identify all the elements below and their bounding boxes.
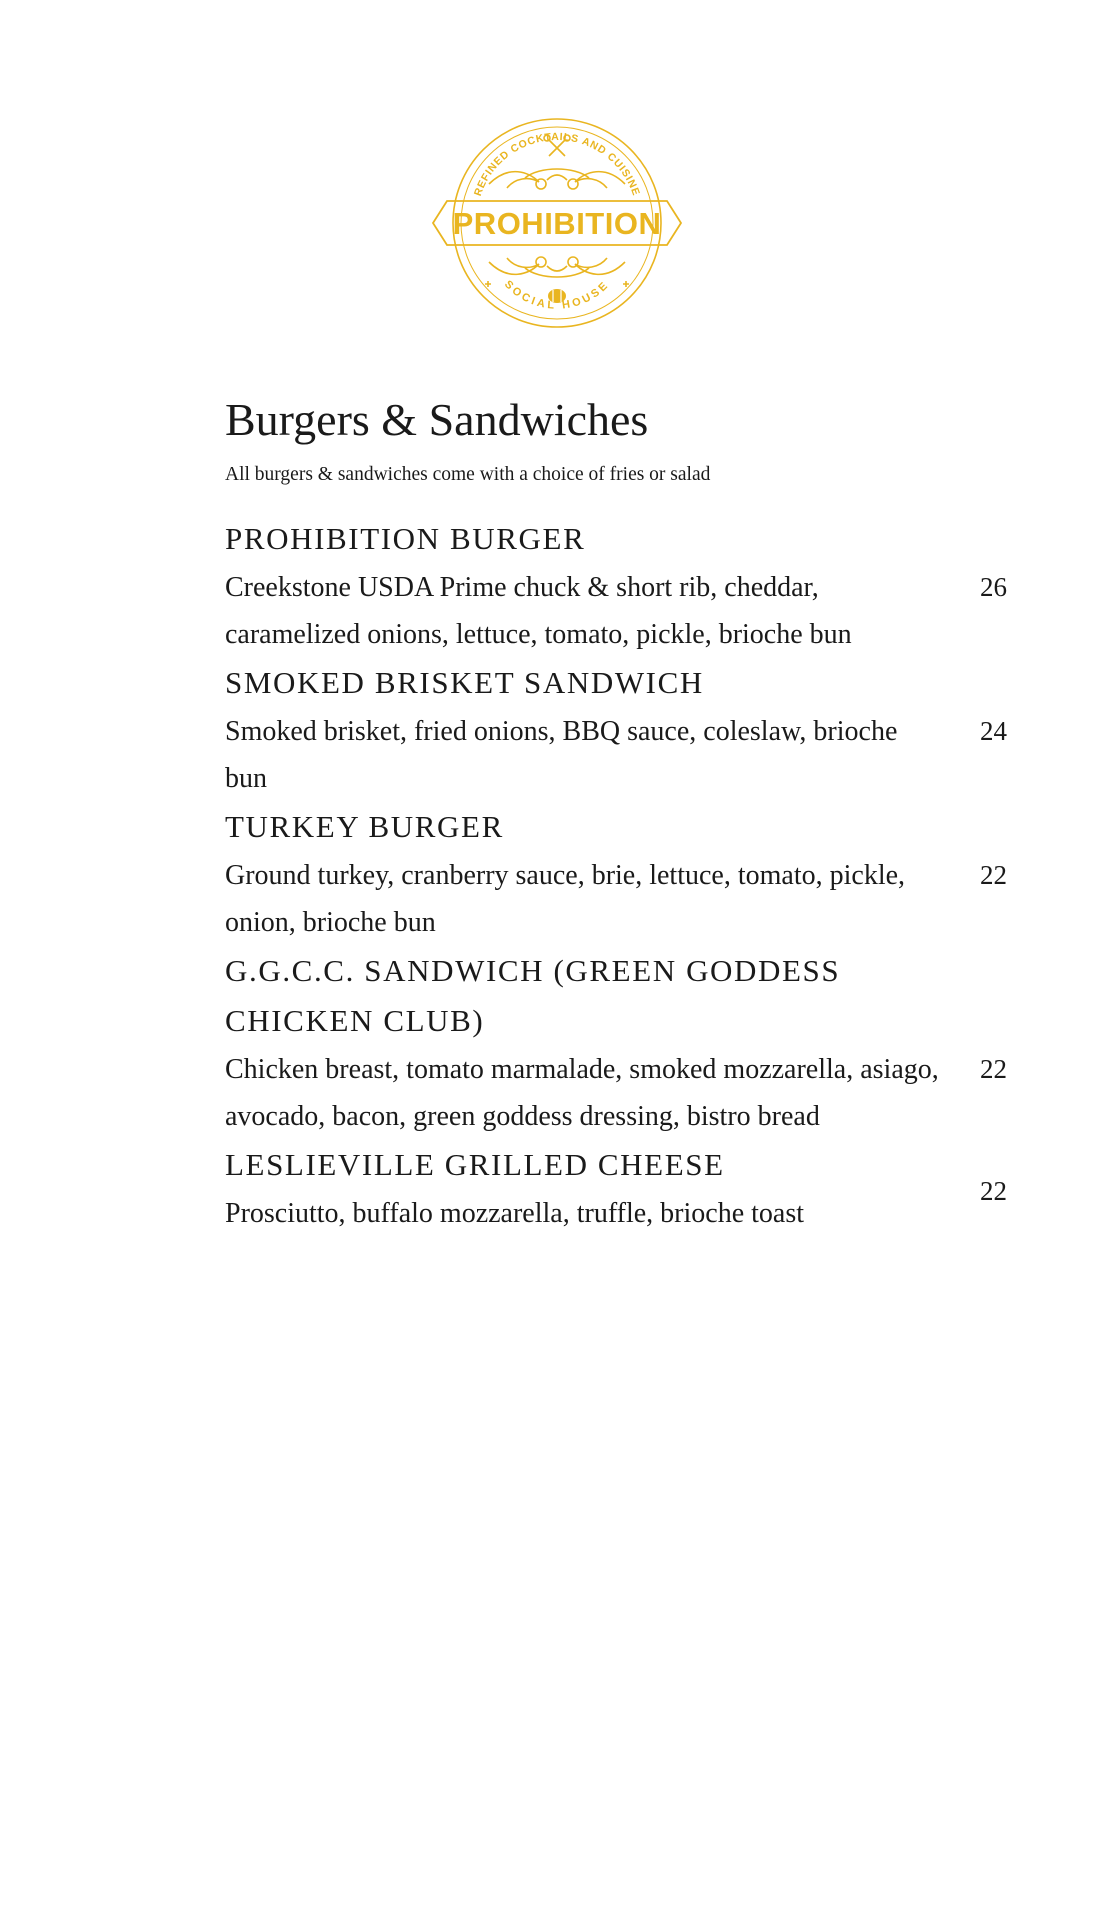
item-description: Ground turkey, cranberry sauce, brie, lettuce, tomato, pickle, onion, brioche bun [225, 860, 906, 938]
logo-top-text: REFINED COCKTAILS AND CUISINE [471, 130, 643, 198]
item-price: 22 [980, 1054, 1007, 1084]
section-title: Burgers & Sandwiches [225, 394, 649, 445]
item-price: 22 [980, 1176, 1007, 1206]
item-description: Prosciutto, buffalo mozzarella, truffle, brioche toast [225, 1198, 805, 1229]
item-name: SMOKED BRISKET SANDWICH [225, 665, 704, 700]
item-price: 22 [980, 860, 1007, 890]
item-name: PROHIBITION BURGER [225, 521, 586, 556]
section-note: All burgers & sandwiches come with a choice of fries or salad [225, 464, 711, 485]
prohibition-logo [429, 112, 685, 334]
logo-name: PROHIBITION [452, 206, 662, 241]
item-name: G.G.C.C. SANDWICH (GREEN GODDESS CHICKEN CLUB) [225, 953, 841, 1038]
menu-item [225, 946, 1015, 1140]
item-name: LESLIEVILLE GRILLED CHEESE [225, 1147, 725, 1182]
item-description: Chicken breast, tomato marmalade, smoked mozzarella, asiago, avocado, bacon, green goddess dressing, bistro bread [225, 1054, 939, 1132]
menu-item [225, 514, 1015, 658]
item-description: Smoked brisket, fried onions, BBQ sauce, coleslaw, brioche bun [225, 716, 898, 794]
item-price: 26 [980, 572, 1007, 602]
menu-item [225, 802, 1015, 946]
item-description: Creekstone USDA Prime chuck & short rib, cheddar, caramelized onions, lettuce, tomato, pickle, brioche bun [225, 572, 852, 650]
menu-item [225, 658, 1015, 802]
item-price: 24 [980, 716, 1007, 746]
item-name: TURKEY BURGER [225, 809, 504, 844]
svg-text:REFINED COCKTAILS AND CUISINE [472, 131, 642, 198]
menu-section [225, 388, 1015, 1237]
logo-bottom-text: SOCIAL HOUSE [501, 278, 613, 312]
menu-item [225, 1140, 1015, 1237]
menu-items [225, 514, 1015, 1237]
